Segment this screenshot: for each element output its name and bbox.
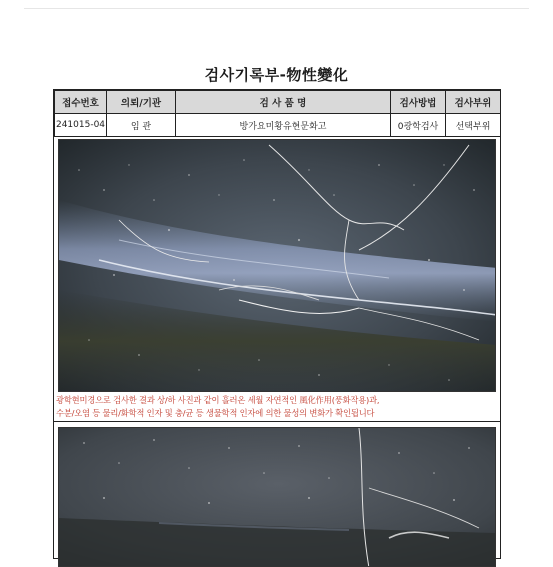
caption-line-2: 수분/오염 등 물리/화학적 인자 및 충/균 등 생물학적 인자에 의한 물성의 변화가 확인됩니다	[56, 407, 375, 418]
header-area: 검사부위	[446, 91, 501, 114]
value-area: 선택부위	[446, 114, 501, 137]
value-receipt-number: 241015-04	[55, 114, 107, 137]
header-method: 검사방법	[391, 91, 446, 114]
top-divider	[24, 8, 529, 9]
info-table	[54, 90, 501, 137]
table-header-row	[55, 91, 501, 114]
microscope-photo-bottom	[58, 427, 496, 567]
inspection-record	[53, 89, 501, 559]
table-value-row	[55, 114, 501, 137]
value-method: 0광학검사	[391, 114, 446, 137]
header-client-institution: 의뢰/기관	[107, 91, 176, 114]
caption-divider	[54, 421, 500, 422]
value-item-name: 방가요미황유현문화고	[176, 114, 391, 137]
document-title: 검사기록부-物性變化	[204, 66, 349, 84]
caption	[56, 394, 498, 419]
value-client-institution: 임 관	[107, 114, 176, 137]
header-receipt-number: 접수번호	[55, 91, 107, 114]
microscope-photo-top	[58, 139, 496, 392]
header-item-name: 검 사 품 명	[176, 91, 391, 114]
caption-line-1: 광학현미경으로 검사한 결과 상/하 사진과 같이 흘러온 세월 자연적인 風化作用(풍화작용)과,	[56, 395, 380, 405]
